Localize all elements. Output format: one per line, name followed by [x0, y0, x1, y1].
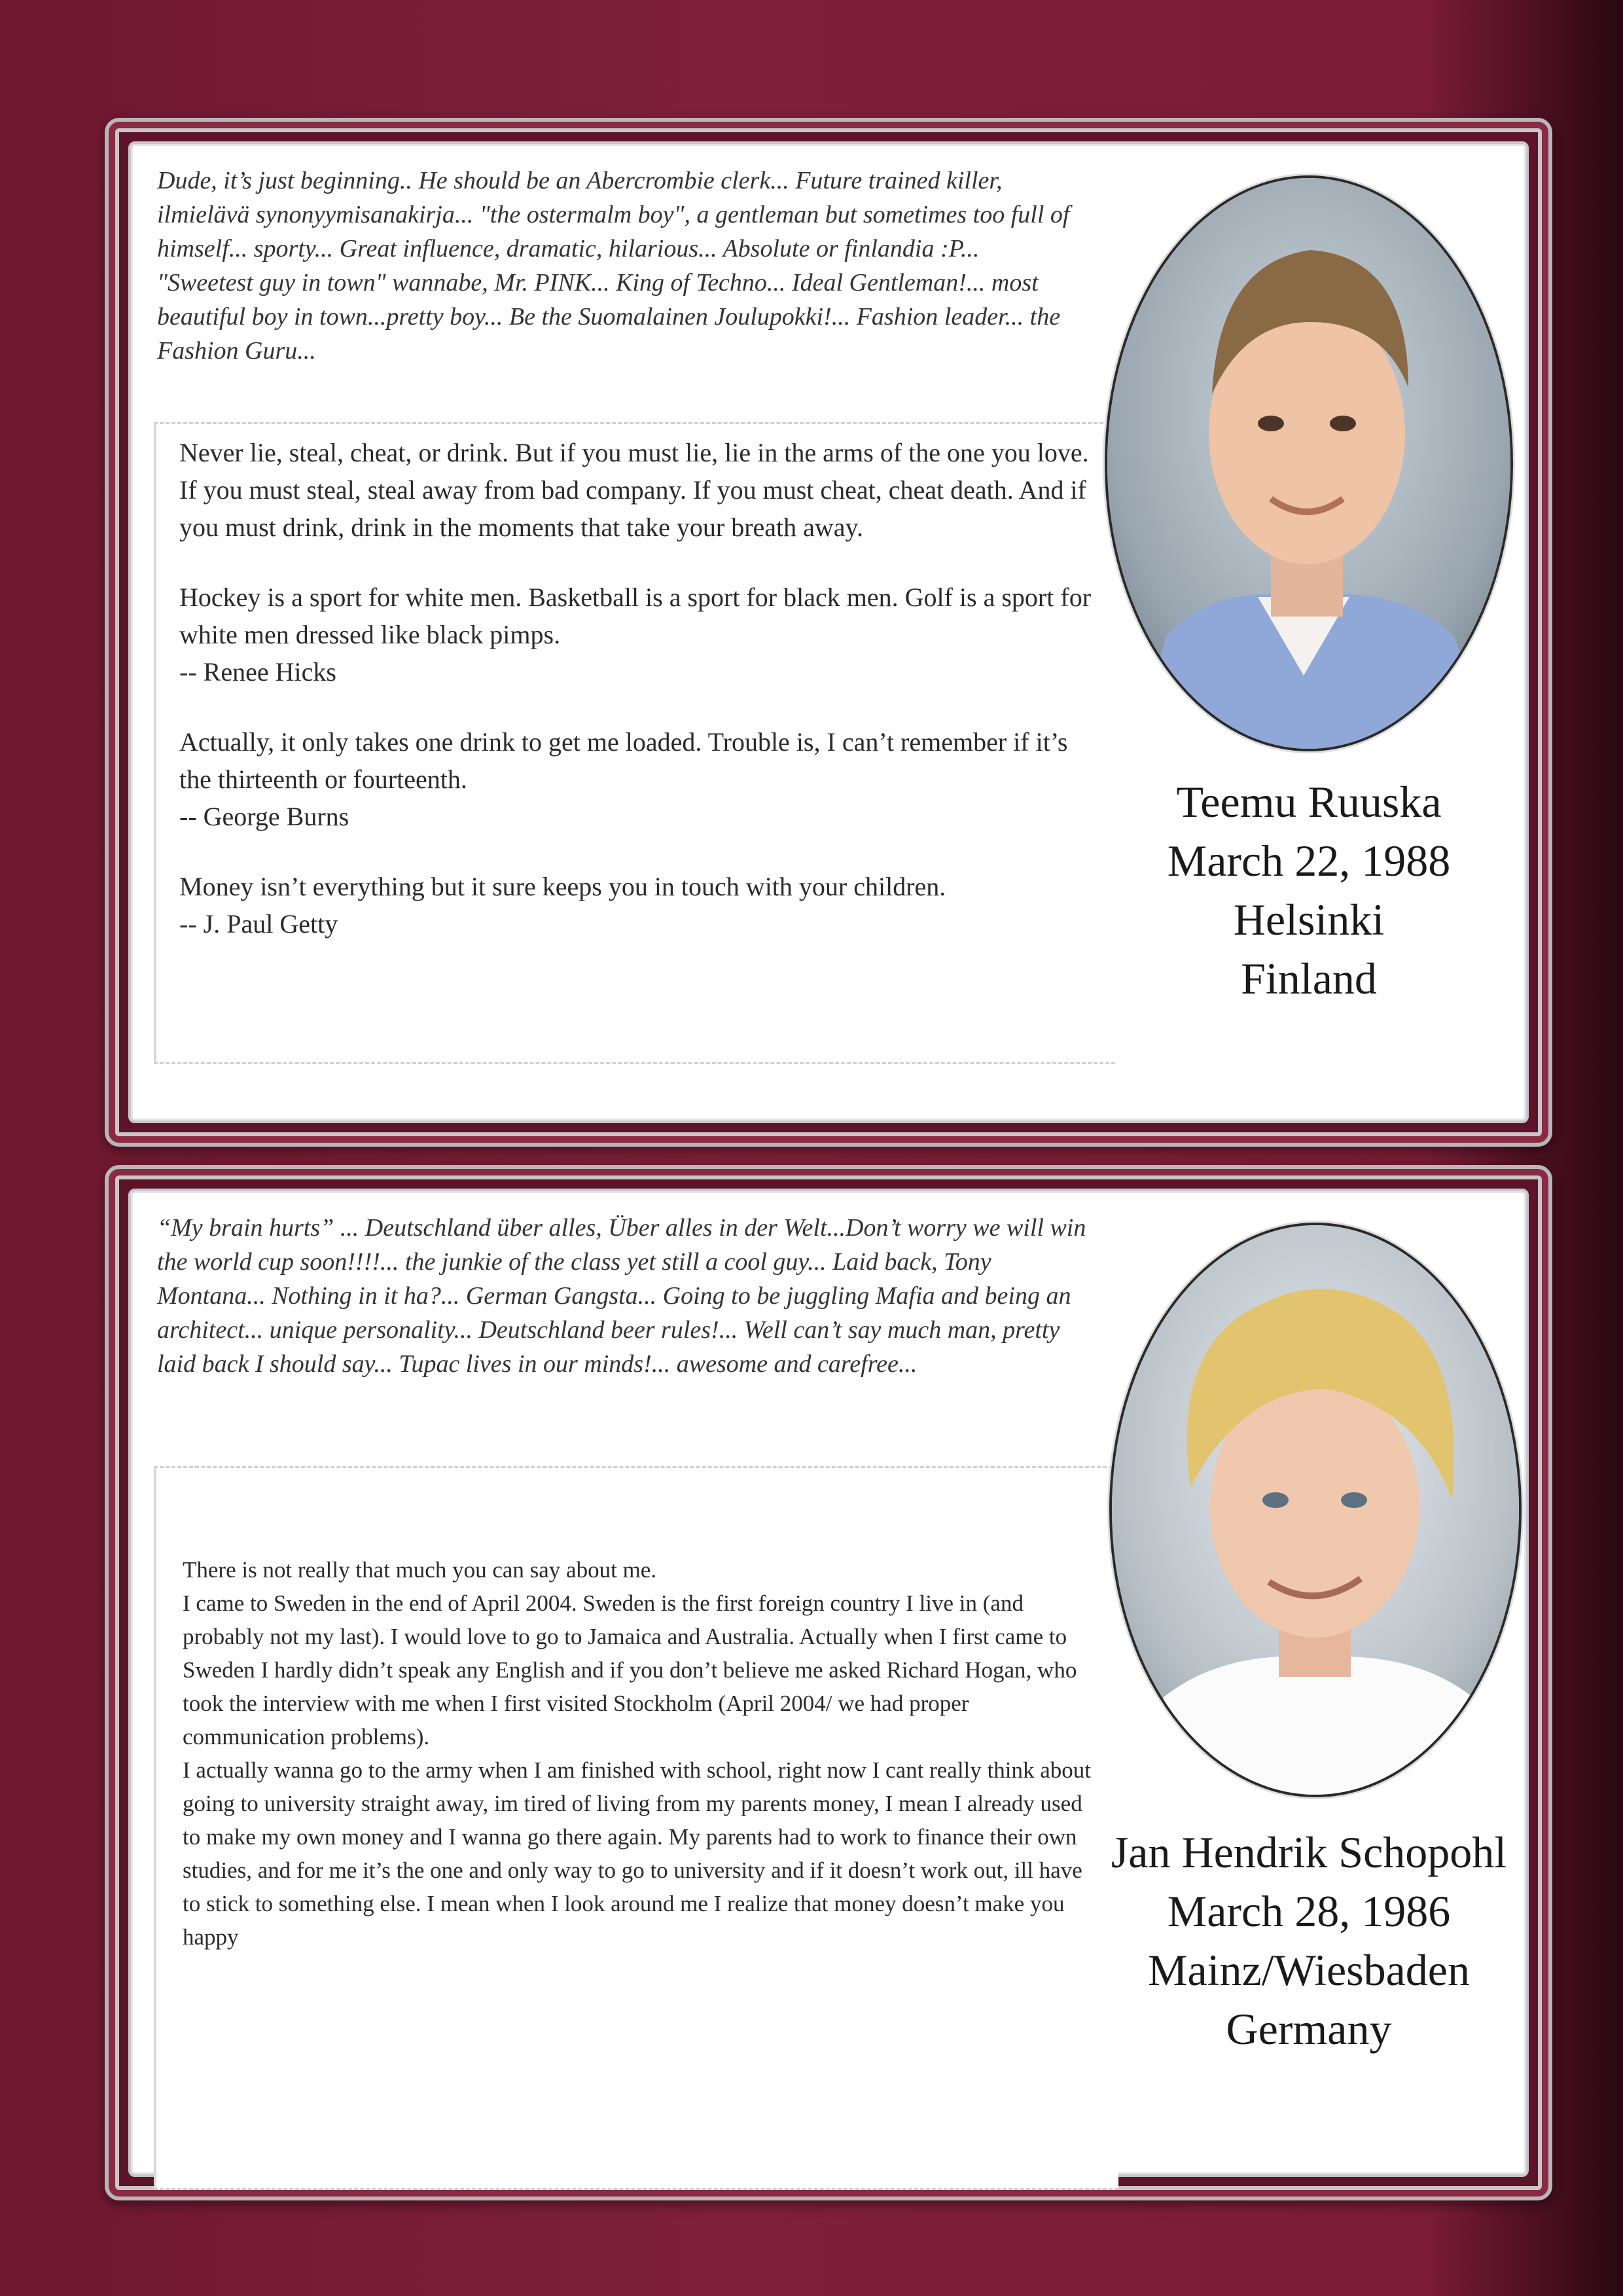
- student-birthdate: March 22, 1988: [1167, 836, 1451, 886]
- student-info: [1080, 772, 1538, 1008]
- quote-attribution: -- George Burns: [179, 802, 349, 831]
- quote-paragraph: Actually, it only takes one drink to get me loaded. Trouble is, I can’t remember if it’s the thirteenth or fourteenth.: [179, 727, 1068, 794]
- bio-paragraph: There is not really that much you can say about me.: [183, 1557, 657, 1583]
- student-country: Germany: [1226, 2004, 1392, 2054]
- student-photo: [1105, 175, 1513, 751]
- student-name: Teemu Ruuska: [1176, 777, 1442, 827]
- quote-paragraph: Never lie, steal, cheat, or drink. But if you must lie, lie in the arms of the one you love. If you must steal, steal away from bad company. If you must cheat, cheat death. And if you must drink, drink in the moments that take your breath away.: [179, 438, 1089, 542]
- nicknames-text: “My brain hurts” ... Deutschland über alles, Über alles in der Welt...Don’t worry we will win the world cup soon!!!!... the junkie of the class yet still a cool guy... Laid back, Tony Montana... Nothing in it ha?... German Gangsta... Going to be juggling Mafia and being an architect... unique personality... Deutschland beer rules!... Well can’t say much man, pretty laid back I should say... Tupac lives in our minds!... awesome and carefree...: [157, 1214, 1086, 1378]
- quote-paragraph: Money isn’t everything but it sure keeps you in touch with your children.: [179, 872, 946, 901]
- bio-paragraph: I actually wanna go to the army when I am finished with school, right now I cant really think about going to university straight away, im tired of living from my parents money, I mean I already used to make my own money and I wanna go there again. My parents had to work to finance their own studies, and for me it’s the one and only way to go to university and if it doesn’t work out, ill have to stick to something else. I mean when I look around me I realize that money doesn’t make you happy: [183, 1757, 1091, 1950]
- student-info: [1073, 1823, 1544, 2058]
- nicknames-text: Dude, it’s just beginning.. He should be an Abercrombie clerk... Future trained killer, ilmielävä synonyymisanakirja... "the ostermalm boy", a gentleman but sometimes too full of himself... sporty... Great influence, dramatic, hilarious... Absolute or finlandia :P... "Sweetest guy in town" wannabe, Mr. PINK... King of Techno... Ideal Gentleman!... most beautiful boy in town...pretty boy... Be the Suomalainen Joulupokki!... Fashion leader... the Fashion Guru...: [157, 167, 1070, 365]
- quote-attribution: -- Renee Hicks: [179, 657, 336, 687]
- student-birthdate: March 28, 1986: [1167, 1886, 1451, 1936]
- bio-block: [154, 1466, 1118, 2190]
- student-city: Mainz/Wiesbaden: [1148, 1945, 1470, 1995]
- bio-paragraph: I came to Sweden in the end of April 2004. Sweden is the first foreign country I live in (and probably not my last). I would love to go to Jamaica and Australia. Actually when I first came to Sweden I hardly didn’t speak any English and if you don’t believe me asked Richard Hogan, who took the interview with me when I first visited Stockholm (April 2004/ we had proper communication problems).: [183, 1590, 1077, 1749]
- student-photo: [1109, 1223, 1522, 1797]
- quote-attribution: -- J. Paul Getty: [179, 909, 338, 939]
- quote-paragraph: Hockey is a sport for white men. Basketball is a sport for black men. Golf is a sport for white men dressed like black pimps.: [179, 583, 1092, 649]
- student-name: Jan Hendrik Schopohl: [1111, 1827, 1507, 1877]
- student-city: Helsinki: [1233, 895, 1385, 944]
- quotes-block: [154, 422, 1115, 1064]
- student-country: Finland: [1241, 954, 1377, 1003]
